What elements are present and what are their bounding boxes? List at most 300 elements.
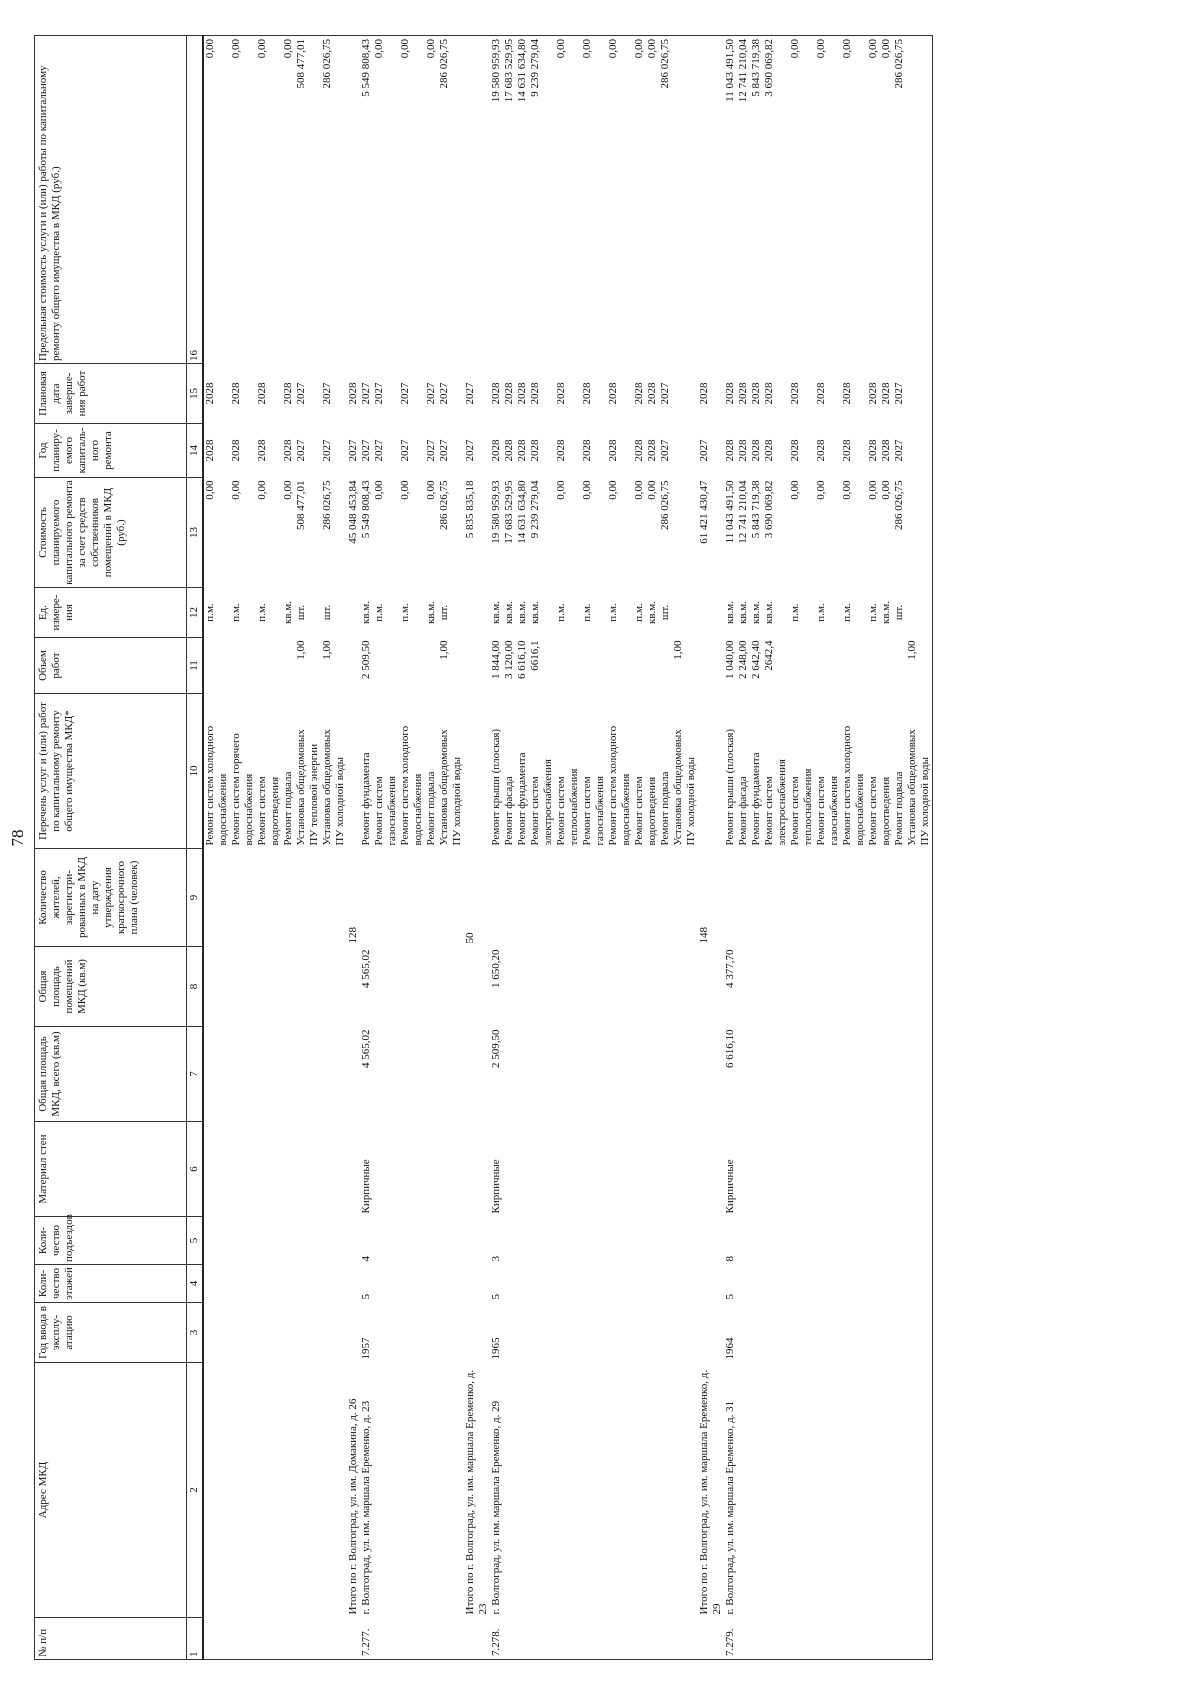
limit-value: 0,00 [204,39,216,59]
work-line: Ремонт систем [373,776,385,846]
limit-value: 5 843 719,38 [750,39,762,97]
end-value: 2027 [360,382,372,405]
work-line: Ремонт систем холодного [399,725,411,846]
volume-value: 1,00 [321,640,333,660]
work-line: водоснабжения [620,773,632,846]
header-cell: № п/п [35,1618,187,1660]
year-value: 2028 [204,439,216,462]
end-value: 2028 [204,382,216,405]
cost-value: 0,00 [607,480,619,500]
house-row [724,36,933,1660]
volume-value: 1,00 [672,640,684,660]
work-line: ПУ тепловой энергии [308,743,320,846]
unit-value: кв.м. [737,601,749,624]
unit-value: п.м. [204,603,216,622]
work-line: водоотведения [269,776,281,846]
end-value: 2028 [880,382,892,405]
work-line: газоснабжения [828,775,840,846]
capital-repair-table [34,35,933,1660]
house-row [490,36,698,1660]
limit-value: 0,00 [646,39,658,59]
work-line: теплоснабжения [802,768,814,846]
volume-value: 2642,4 [763,640,775,671]
cost-value: 0,00 [399,480,411,500]
total-row [347,36,360,1660]
cost-value: 12 741 210,04 [737,480,749,544]
work-line: Ремонт систем [529,776,541,846]
limit-value: 0,00 [555,39,567,59]
total-label: Итого по г. Волгоград, ул. им. Домакина, д. 26 [347,1398,359,1615]
unit-value: кв.м. [516,601,528,624]
end-value: 2028 [555,382,567,405]
unit-value: п.м. [789,603,801,622]
year-value: 2027 [399,439,411,462]
end-value: 2028 [516,382,528,405]
page-number: 78 [8,829,27,847]
total-row [464,36,490,1660]
volume-value: 1 040,00 [724,640,736,679]
year-value: 2027 [321,439,333,462]
unit-value: кв.м. [763,601,775,624]
end-value: 2027 [659,382,671,405]
total-label: Итого по г. Волгоград, ул. им. маршала Еременко, д. [464,1369,476,1615]
work-line: Установка общедомовых [672,729,684,846]
column-number: 3 [187,1303,204,1363]
end-value: 2028 [646,382,658,405]
volume-value: 6 616,10 [516,640,528,679]
volume-value: 6616,1 [529,640,541,671]
house-row [360,36,464,1660]
unit-value: п.м. [555,603,567,622]
year-value: 2027 [425,439,437,462]
limit-value: 286 026,75 [321,39,333,89]
column-number: 7 [187,1027,204,1122]
limit-value: 508 477,01 [295,39,307,89]
year-value: 2028 [581,439,593,462]
limit-value: 286 026,75 [893,39,905,89]
cost-value: 0,00 [867,480,879,500]
work-line: Установка общедомовых [295,729,307,846]
entrance-count: 8 [724,1256,736,1262]
year-value: 2028 [737,439,749,462]
end-value: 2028 [841,382,853,405]
cost-value: 508 477,01 [295,480,307,530]
row-number: 7.277. [360,1628,372,1656]
header-cell: Перечень услуг и (или) работ по капитальному ремонту общего имущества МКД* [35,694,187,849]
work-line: Ремонт систем [581,776,593,846]
limit-value: 0,00 [256,39,268,59]
total-label: 29 [711,1603,723,1615]
end-value: 2028 [256,382,268,405]
end-value: 2028 [867,382,879,405]
unit-value: п.м. [373,603,385,622]
work-line: Ремонт фундамента [360,752,372,846]
column-number: 5 [187,1217,204,1265]
unit-value: шт. [321,604,333,621]
unit-value: шт. [295,604,307,621]
built-year: 1957 [360,1337,372,1360]
cost-value: 0,00 [204,480,216,500]
column-number: 16 [187,36,204,364]
unit-value: кв.м. [880,601,892,624]
unit-value: кв.м. [490,601,502,624]
cost-value: 17 683 529,95 [503,480,515,544]
year-value: 2027 [893,439,905,462]
unit-value: кв.м. [646,601,658,624]
total-year: 2027 [464,439,476,462]
work-line: Установка общедомовых [321,729,333,846]
header-row [35,36,187,1660]
unit-value: кв.м. [750,601,762,624]
work-line: Ремонт фундамента [516,752,528,846]
work-line: Ремонт систем [867,776,879,846]
limit-value: 0,00 [373,39,385,59]
limit-value: 0,00 [399,39,411,59]
cost-value: 0,00 [581,480,593,500]
volume-value: 1 844,00 [490,640,502,679]
unit-value: кв.м. [529,601,541,624]
work-line: ПУ холодной воды [334,757,346,846]
header-cell: Коли-чество этажей [35,1265,187,1303]
year-value: 2028 [815,439,827,462]
year-value: 2028 [724,439,736,462]
header-cell: Стоимость планируемого капитального ремонта за счет средств собственников помещений в МКД (руб.) [35,478,187,588]
end-value: 2028 [763,382,775,405]
end-value: 2028 [529,382,541,405]
year-value: 2028 [503,439,515,462]
cost-value: 14 631 634,80 [516,480,528,544]
limit-value: 0,00 [282,39,294,59]
year-value: 2028 [750,439,762,462]
header-cell: Общая площадь МКД, всего (кв.м) [35,1027,187,1122]
total-cost: 45 048 453,84 [347,480,359,544]
volume-value: 2 509,50 [360,640,372,679]
work-line: водоснабжения [854,773,866,846]
row-number: 7.278. [490,1628,502,1656]
cost-value: 0,00 [230,480,242,500]
total-cost: 5 835 835,18 [464,480,476,539]
work-line: электроснабжения [542,759,554,846]
end-value: 2028 [724,382,736,405]
work-line: водоотведения [880,776,892,846]
cost-value: 286 026,75 [659,480,671,530]
end-value: 2028 [750,382,762,405]
column-number: 9 [187,849,204,947]
cost-value: 0,00 [555,480,567,500]
year-value: 2028 [646,439,658,462]
work-line: Ремонт систем [633,776,645,846]
cost-value: 11 043 491,50 [724,480,736,544]
limit-value: 0,00 [867,39,879,59]
unit-value: шт. [893,604,905,621]
volume-value: 2 642,40 [750,640,762,679]
work-line: Ремонт систем [763,776,775,846]
year-value: 2027 [659,439,671,462]
column-number: 14 [187,424,204,478]
floor-count: 5 [490,1294,502,1300]
year-value: 2028 [789,439,801,462]
row-number: 7.279. [724,1628,736,1656]
cost-value: 0,00 [256,480,268,500]
end-value: 2027 [425,382,437,405]
work-line: Ремонт подвала [659,771,671,846]
end-value: 2028 [490,382,502,405]
work-line: Ремонт систем холодного [841,725,853,846]
unit-value: п.м. [867,603,879,622]
unit-value: п.м. [399,603,411,622]
work-line: Ремонт систем [789,776,801,846]
unit-value: п.м. [841,603,853,622]
end-value: 2027 [373,382,385,405]
cost-value: 0,00 [646,480,658,500]
limit-value: 9 239 279,04 [529,39,541,97]
volume-value: 1,00 [438,640,450,660]
header-cell: Общая площадь помещений МКД (кв.м) [35,947,187,1027]
work-line: Ремонт фасада [737,776,749,846]
column-number: 2 [187,1363,204,1618]
cost-value: 0,00 [880,480,892,500]
column-number: 1 [187,1618,204,1660]
house-address: г. Волгоград, ул. им. маршала Еременко, д. 31 [724,1400,736,1615]
cost-value: 3 690 069,82 [763,480,775,539]
end-value: 2027 [438,382,450,405]
unit-value: п.м. [607,603,619,622]
limit-value: 0,00 [815,39,827,59]
end-value: 2028 [789,382,801,405]
work-line: газоснабжения [386,775,398,846]
limit-value: 0,00 [789,39,801,59]
year-value: 2027 [360,439,372,462]
work-line: Ремонт систем горячего [230,733,242,846]
cost-value: 0,00 [373,480,385,500]
cost-value: 9 239 279,04 [529,480,541,539]
cost-value: 0,00 [789,480,801,500]
end-value: 2027 [321,382,333,405]
total-year: 2027 [698,439,710,462]
unit-value: п.м. [815,603,827,622]
cost-value: 5 843 719,38 [750,480,762,539]
unit-value: кв.м. [724,601,736,624]
total-year: 2027 [347,439,359,462]
built-year: 1964 [724,1337,736,1360]
entrance-count: 4 [360,1256,372,1262]
unit-value: кв.м. [425,601,437,624]
total-row [698,36,724,1660]
end-value: 2028 [737,382,749,405]
floor-count: 5 [360,1294,372,1300]
total-label: Итого по г. Волгоград, ул. им. маршала Еременко, д. [698,1369,710,1615]
work-line: Ремонт подвала [893,771,905,846]
wall-material: Кирпичные [360,1159,372,1214]
house-address: г. Волгоград, ул. им. маршала Еременко, д. 29 [490,1400,502,1615]
header-cell: Количество жителей, зарегистри-рованных в МКД на дату утверждения краткосрочного плана (человек) [35,849,187,947]
limit-value: 0,00 [425,39,437,59]
total-end: 2028 [698,382,710,405]
end-value: 2028 [607,382,619,405]
limit-value: 286 026,75 [659,39,671,89]
year-value: 2028 [633,439,645,462]
work-line: Установка общедомовых [906,729,918,846]
header-cell: Ед. измере-ния [35,588,187,638]
limit-value: 0,00 [607,39,619,59]
wall-material: Кирпичные [724,1159,736,1214]
work-line: Ремонт фасада [503,776,515,846]
limit-value: 3 690 069,82 [763,39,775,97]
column-number: 12 [187,588,204,638]
year-value: 2028 [763,439,775,462]
year-value: 2028 [256,439,268,462]
limit-value: 0,00 [880,39,892,59]
limit-value: 0,00 [230,39,242,59]
column-number: 13 [187,478,204,588]
unit-value: кв.м. [282,601,294,624]
unit-value: шт. [659,604,671,621]
unit-value: кв.м. [503,601,515,624]
work-line: Ремонт систем [815,776,827,846]
column-number: 8 [187,947,204,1027]
cost-value: 286 026,75 [893,480,905,530]
area-total: 2 509,50 [490,1029,502,1068]
end-value: 2027 [295,382,307,405]
year-value: 2028 [516,439,528,462]
total-residents: 128 [347,927,359,944]
limit-value: 286 026,75 [438,39,450,89]
continuation-row [203,36,347,1660]
area-premises: 1 650,20 [490,949,502,988]
year-value: 2028 [282,439,294,462]
end-value: 2027 [893,382,905,405]
work-line: Ремонт систем [555,776,567,846]
cost-value: 19 580 959,93 [490,480,502,544]
area-total: 6 616,10 [724,1029,736,1068]
work-line: Ремонт систем холодного [607,725,619,846]
column-number: 11 [187,638,204,694]
volume-value: 2 248,00 [737,640,749,679]
unit-value: п.м. [256,603,268,622]
end-value: 2028 [581,382,593,405]
end-value: 2028 [230,382,242,405]
end-value: 2028 [282,382,294,405]
total-end: 2027 [464,382,476,405]
work-line: Ремонт фундамента [750,752,762,846]
cost-value: 0,00 [425,480,437,500]
year-value: 2028 [841,439,853,462]
work-line: электроснабжения [776,759,788,846]
volume-value: 3 120,00 [503,640,515,679]
end-value: 2028 [633,382,645,405]
total-residents: 148 [698,927,710,944]
work-line: Ремонт крыши (плоская) [490,728,502,846]
entrance-count: 3 [490,1256,502,1262]
work-line: Ремонт подвала [425,771,437,846]
volume-value: 1,00 [295,640,307,660]
column-number: 6 [187,1122,204,1217]
cost-value: 286 026,75 [321,480,333,530]
column-number: 4 [187,1265,204,1303]
work-line: Ремонт систем холодного [204,725,216,846]
column-number: 10 [187,694,204,849]
area-total: 4 565,02 [360,1029,372,1068]
cost-value: 0,00 [633,480,645,500]
area-premises: 4 377,70 [724,949,736,988]
limit-value: 17 683 529,95 [503,39,515,103]
wall-material: Кирпичные [490,1159,502,1214]
work-line: водоснабжения [243,773,255,846]
limit-value: 0,00 [841,39,853,59]
unit-value: п.м. [581,603,593,622]
end-value: 2028 [815,382,827,405]
column-number-row [187,36,204,1660]
limit-value: 5 549 808,43 [360,39,372,97]
floor-count: 5 [724,1294,736,1300]
header-cell: Плановая дата заверше-ния работ [35,364,187,424]
unit-value: кв.м. [360,601,372,624]
limit-value: 14 631 634,80 [516,39,528,103]
work-line: газоснабжения [594,775,606,846]
column-number: 15 [187,364,204,424]
year-value: 2028 [880,439,892,462]
header-cell: Год планиру-емого капиталь-ного ремонта [35,424,187,478]
cost-value: 5 549 808,43 [360,480,372,539]
year-value: 2028 [230,439,242,462]
year-value: 2028 [490,439,502,462]
area-premises: 4 565,02 [360,949,372,988]
limit-value: 0,00 [633,39,645,59]
cost-value: 0,00 [841,480,853,500]
limit-value: 11 043 491,50 [724,39,736,102]
total-end: 2028 [347,382,359,405]
year-value: 2028 [867,439,879,462]
limit-value: 12 741 210,04 [737,39,749,103]
year-value: 2027 [438,439,450,462]
year-value: 2028 [607,439,619,462]
cost-value: 286 026,75 [438,480,450,530]
work-line: Ремонт крыши (плоская) [724,728,736,846]
end-value: 2028 [503,382,515,405]
work-line: водоотведения [646,776,658,846]
work-line: ПУ холодной воды [451,757,463,846]
header-cell: Предельная стоимость услуги и (или) работы по капитальному ремонту общего имущества в МКД (руб.) [35,36,187,364]
work-line: теплоснабжения [568,768,580,846]
year-value: 2027 [373,439,385,462]
cost-value: 0,00 [815,480,827,500]
volume-value: 1,00 [906,640,918,660]
unit-value: шт. [438,604,450,621]
unit-value: п.м. [633,603,645,622]
end-value: 2027 [399,382,411,405]
total-label: 23 [477,1603,489,1615]
year-value: 2028 [555,439,567,462]
total-residents: 50 [464,932,476,944]
work-line: Ремонт систем [256,776,268,846]
header-cell: Адрес МКД [35,1363,187,1618]
header-cell: Объем работ [35,638,187,694]
work-line: водоснабжения [217,773,229,846]
limit-value: 0,00 [581,39,593,59]
year-value: 2028 [529,439,541,462]
year-value: 2027 [295,439,307,462]
header-cell: Коли-чество подъездов [35,1217,187,1265]
house-address: г. Волгоград, ул. им. маршала Еременко, д. 23 [360,1400,372,1615]
work-line: Ремонт подвала [282,771,294,846]
total-cost: 61 421 430,47 [698,480,710,544]
work-line: Установка общедомовых [438,729,450,846]
work-line: ПУ холодной воды [685,757,697,846]
header-cell: Год ввода в эксплу-атацию [35,1303,187,1363]
cost-value: 0,00 [282,480,294,500]
unit-value: п.м. [230,603,242,622]
header-cell: Материал стен [35,1122,187,1217]
